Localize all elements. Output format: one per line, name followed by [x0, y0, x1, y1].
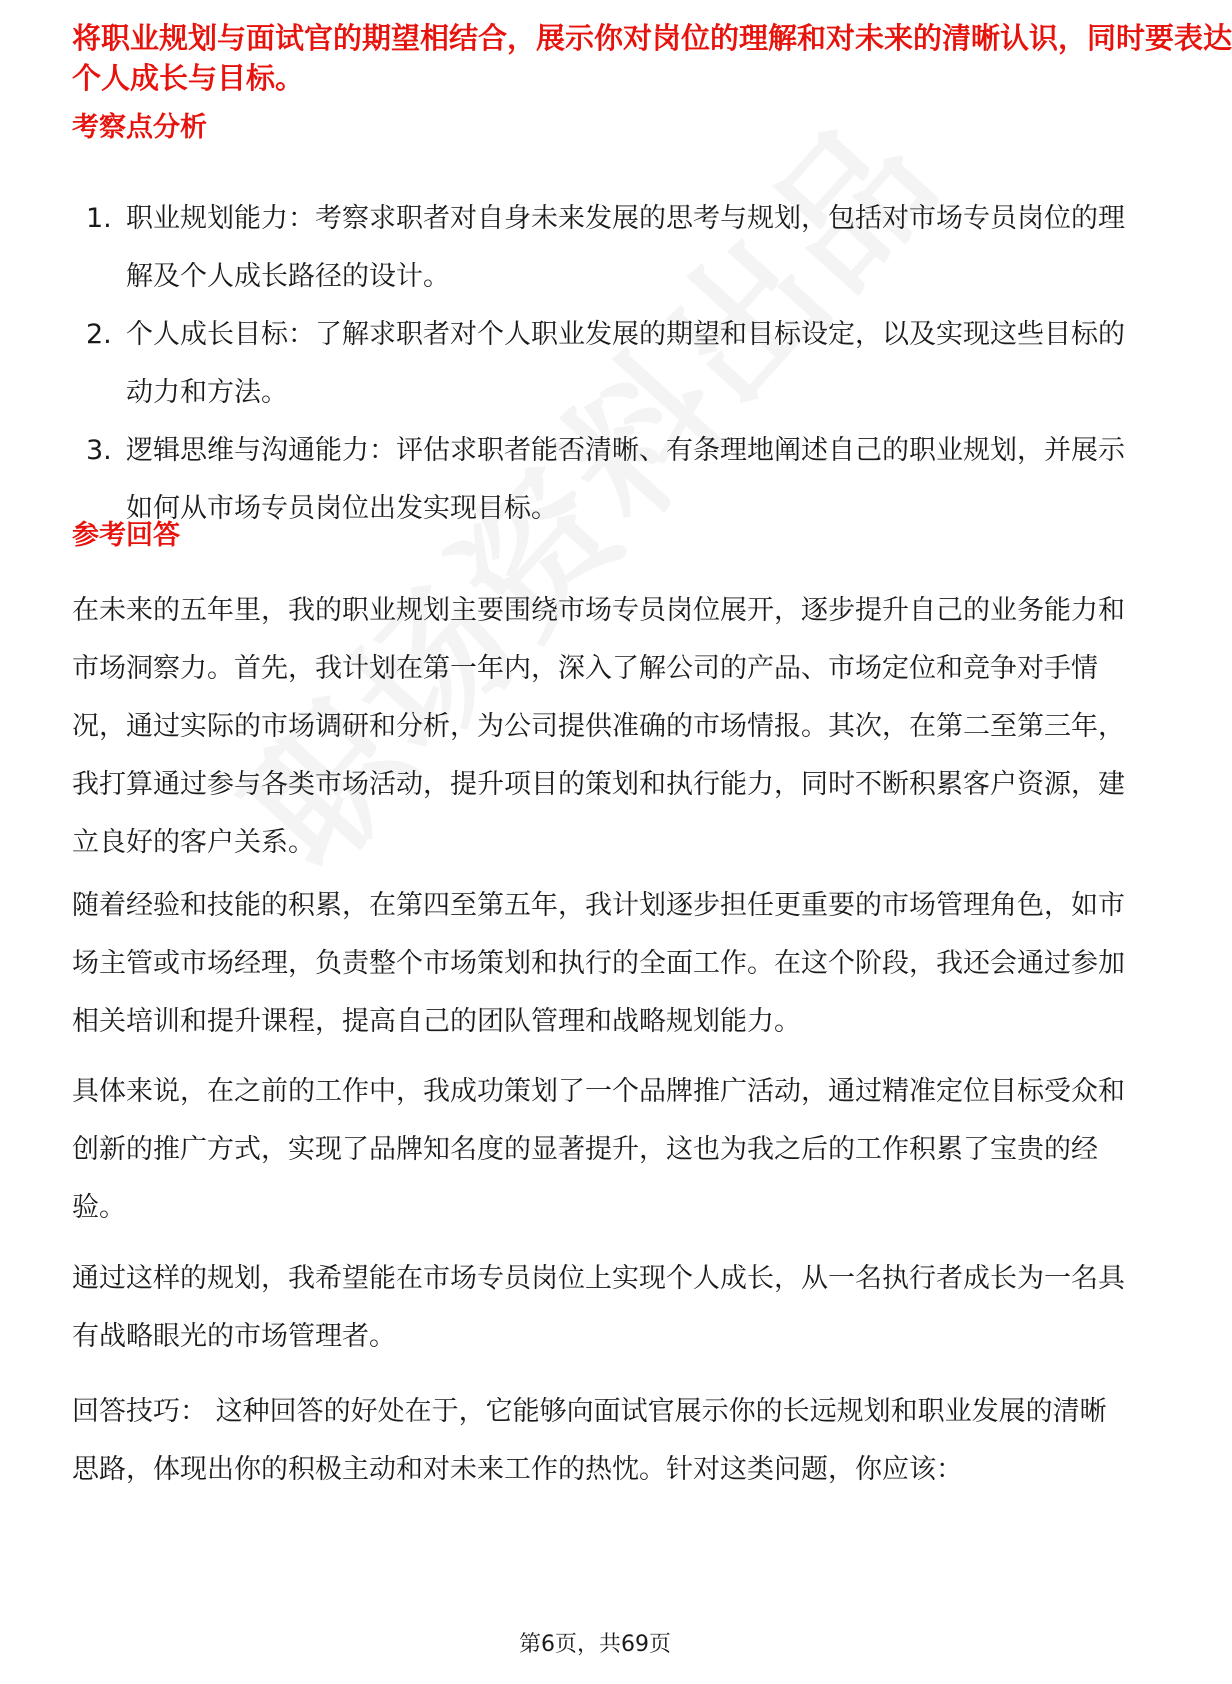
answer-paragraph: 在未来的五年里，我的职业规划主要围绕市场专员岗位展开，逐步提升自己的业务能力和市场洞察力。首先，我计划在第一年内，深入了解公司的产品、市场定位和竞争对手情况，通过实际的市场调研和分析，为公司提供准确的市场情报。其次，在第二至第三年，我打算通过参与各类市场活动，提升项目的策划和执行能力，同时不断积累客户资源，建立良好的客户关系。 [72, 595, 1125, 858]
cut-off-text: 将职业规划与面试官的期望相结合，展示你对岗位的理解和对未来的清晰认识，同时要表达 [72, 21, 1232, 55]
point-number: 1. [86, 203, 112, 234]
point-number: 2. [86, 319, 112, 350]
cut-off-text-line [72, 21, 1232, 58]
answer-paragraph: 随着经验和技能的积累，在第四至第五年，我计划逐步担任更重要的市场管理角色，如市场主管或市场经理，负责整个市场策划和执行的全面工作。在这个阶段，我还会通过参加相关培训和提升课程，提高自己的团队管理和战略规划能力。 [72, 890, 1125, 1037]
point-number: 3. [86, 435, 112, 466]
analysis-point-list [72, 190, 1132, 538]
answer-paragraph: 通过这样的规划，我希望能在市场专员岗位上实现个人成长，从一名执行者成长为一名具有战略眼光的市场管理者。 [72, 1263, 1125, 1352]
answer-heading: 参考回答 [72, 520, 180, 551]
intro-end-text: 个人成长与目标。 [72, 61, 305, 95]
answer-tips-paragraph: 回答技巧： 这种回答的好处在于，它能够向面试官展示你的长远规划和职业发展的清晰思路，体现出你的积极主动和对未来工作的热忱。针对这类问题，你应该： [72, 1396, 1107, 1485]
analysis-point [72, 306, 1132, 422]
page-number-footer: 第6页，共69页 [519, 1632, 671, 1657]
analysis-point [72, 422, 1132, 538]
analysis-heading: 考察点分析 [72, 112, 207, 143]
point-text: 逻辑思维与沟通能力：评估求职者能否清晰、有条理地阐述自己的职业规划，并展示如何从市场专员岗位出发实现目标。 [126, 435, 1125, 524]
point-text: 个人成长目标：了解求职者对个人职业发展的期望和目标设定，以及实现这些目标的动力和方法。 [126, 319, 1125, 408]
point-text: 职业规划能力：考察求职者对自身未来发展的思考与规划，包括对市场专员岗位的理解及个人成长路径的设计。 [126, 203, 1125, 292]
analysis-point [72, 190, 1132, 306]
answer-paragraph: 具体来说，在之前的工作中，我成功策划了一个品牌推广活动，通过精准定位目标受众和创新的推广方式，实现了品牌知名度的显著提升，这也为我之后的工作积累了宝贵的经验。 [72, 1076, 1125, 1223]
